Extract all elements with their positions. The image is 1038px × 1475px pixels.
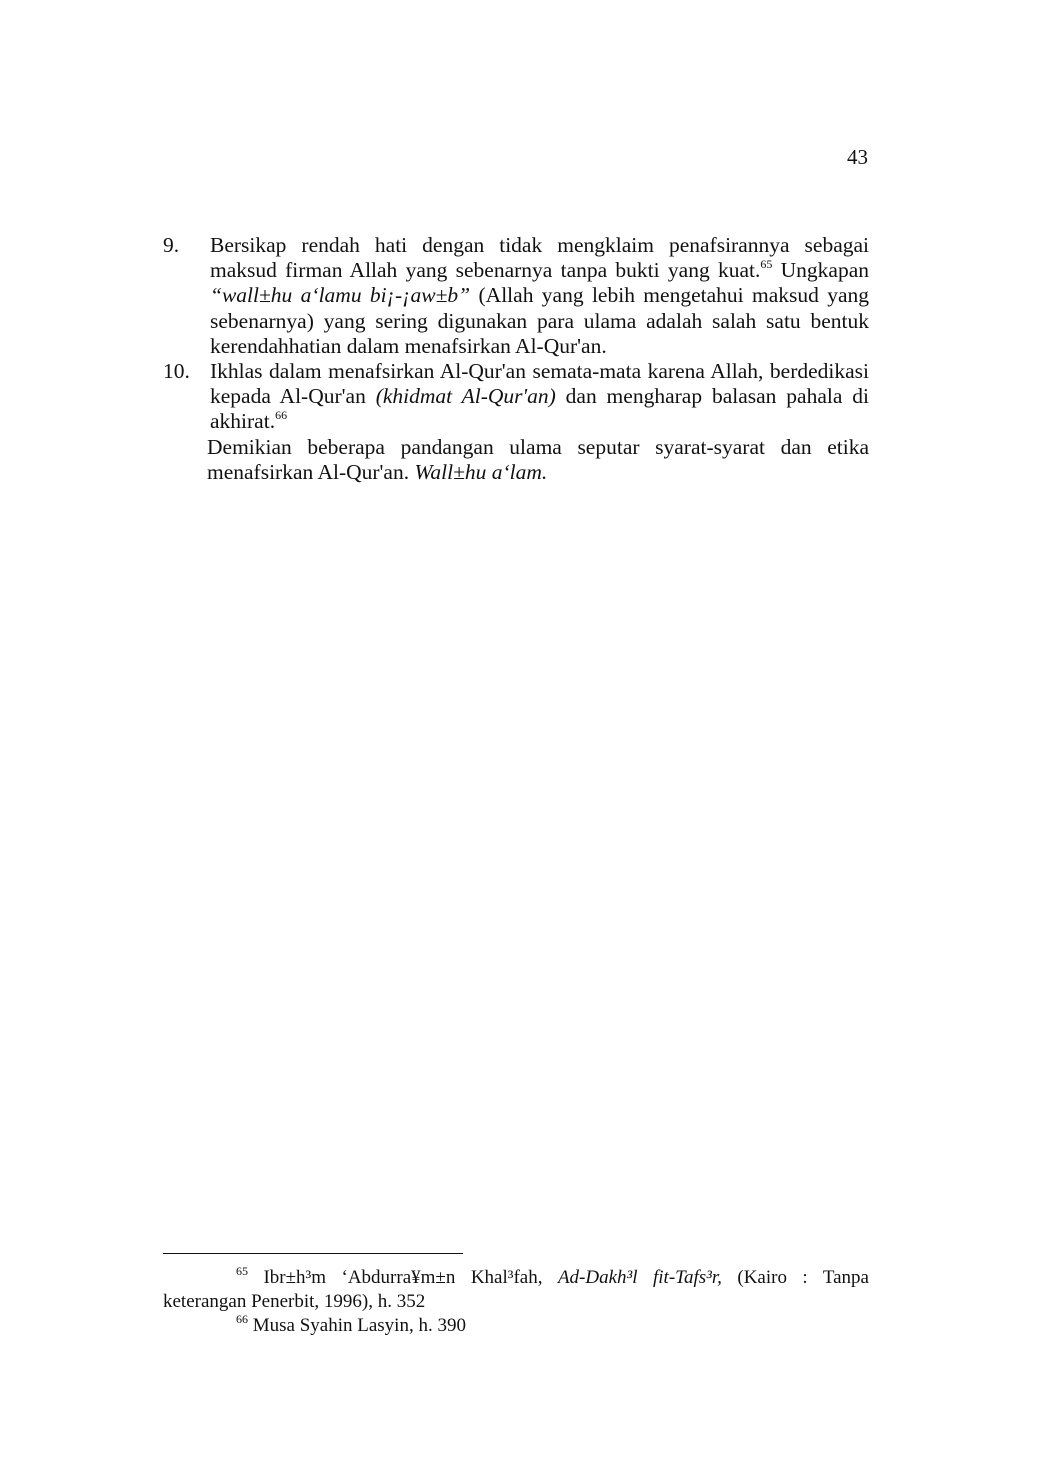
list-item-10 <box>163 359 869 435</box>
closing-paragraph <box>207 435 869 485</box>
closing-text: Demikian beberapa pandangan ulama seputar syarat-syarat dan etika menafsirkan Al-Qur'an. <box>207 434 869 484</box>
list-item-number: 9. <box>163 233 180 257</box>
footnote-65 <box>163 1266 869 1314</box>
item-text-segment: (Allah yang lebih mengetahui maksud yang sebenarnya) yang sering digunakan para ulama adalah salah satu bentuk kerendahhatian dalam menafsirkan Al-Qur'an. <box>210 283 870 358</box>
main-text <box>163 233 869 485</box>
footnote-title: Ad-Dakh³l fit-Tafs³r, <box>557 1267 722 1288</box>
list-item-9 <box>163 233 869 359</box>
footnote-ref-65: 65 <box>760 257 773 272</box>
item-text-segment: Bersikap rendah hati dengan tidak mengklaim penafsirannya sebagai maksud firman Allah yang sebenarnya tanpa bukti yang kuat. <box>210 233 869 283</box>
list-item-text <box>210 233 869 359</box>
footnote-ref-66: 66 <box>275 408 288 423</box>
item-text-segment: dan mengharap balasan pahala di akhirat. <box>210 384 869 434</box>
footnote-divider <box>163 1253 463 1254</box>
item-text-segment: Ungkapan <box>772 258 869 283</box>
closing-italic: Wall±hu a‘lam. <box>414 459 548 484</box>
footnote-66 <box>163 1314 869 1338</box>
list-item-text <box>210 359 869 435</box>
italic-phrase: (khidmat Al-Qur'an) <box>375 384 556 409</box>
footnote-text: (Kairo : Tanpa keterangan Penerbit, 1996), h. 352 <box>163 1267 869 1312</box>
footnotes <box>163 1266 869 1338</box>
footnote-number: 66 <box>236 1312 248 1326</box>
footnote-text: Musa Syahin Lasyin, h. 390 <box>248 1315 466 1336</box>
item-text-segment: Ikhlas dalam menafsirkan Al-Qur'an semata-mata karena Allah, berdedikasi kepada Al-Qur'an <box>210 359 869 409</box>
italic-phrase: “wall±hu a‘lamu bi¡-¡aw±b” <box>210 283 471 308</box>
list-item-number: 10. <box>163 359 190 384</box>
footnote-number: 65 <box>236 1264 248 1278</box>
footnote-text: Ibr±h³m ‘Abdurra¥m±n Khal³fah, <box>248 1267 558 1288</box>
page-number: 43 <box>847 145 868 169</box>
